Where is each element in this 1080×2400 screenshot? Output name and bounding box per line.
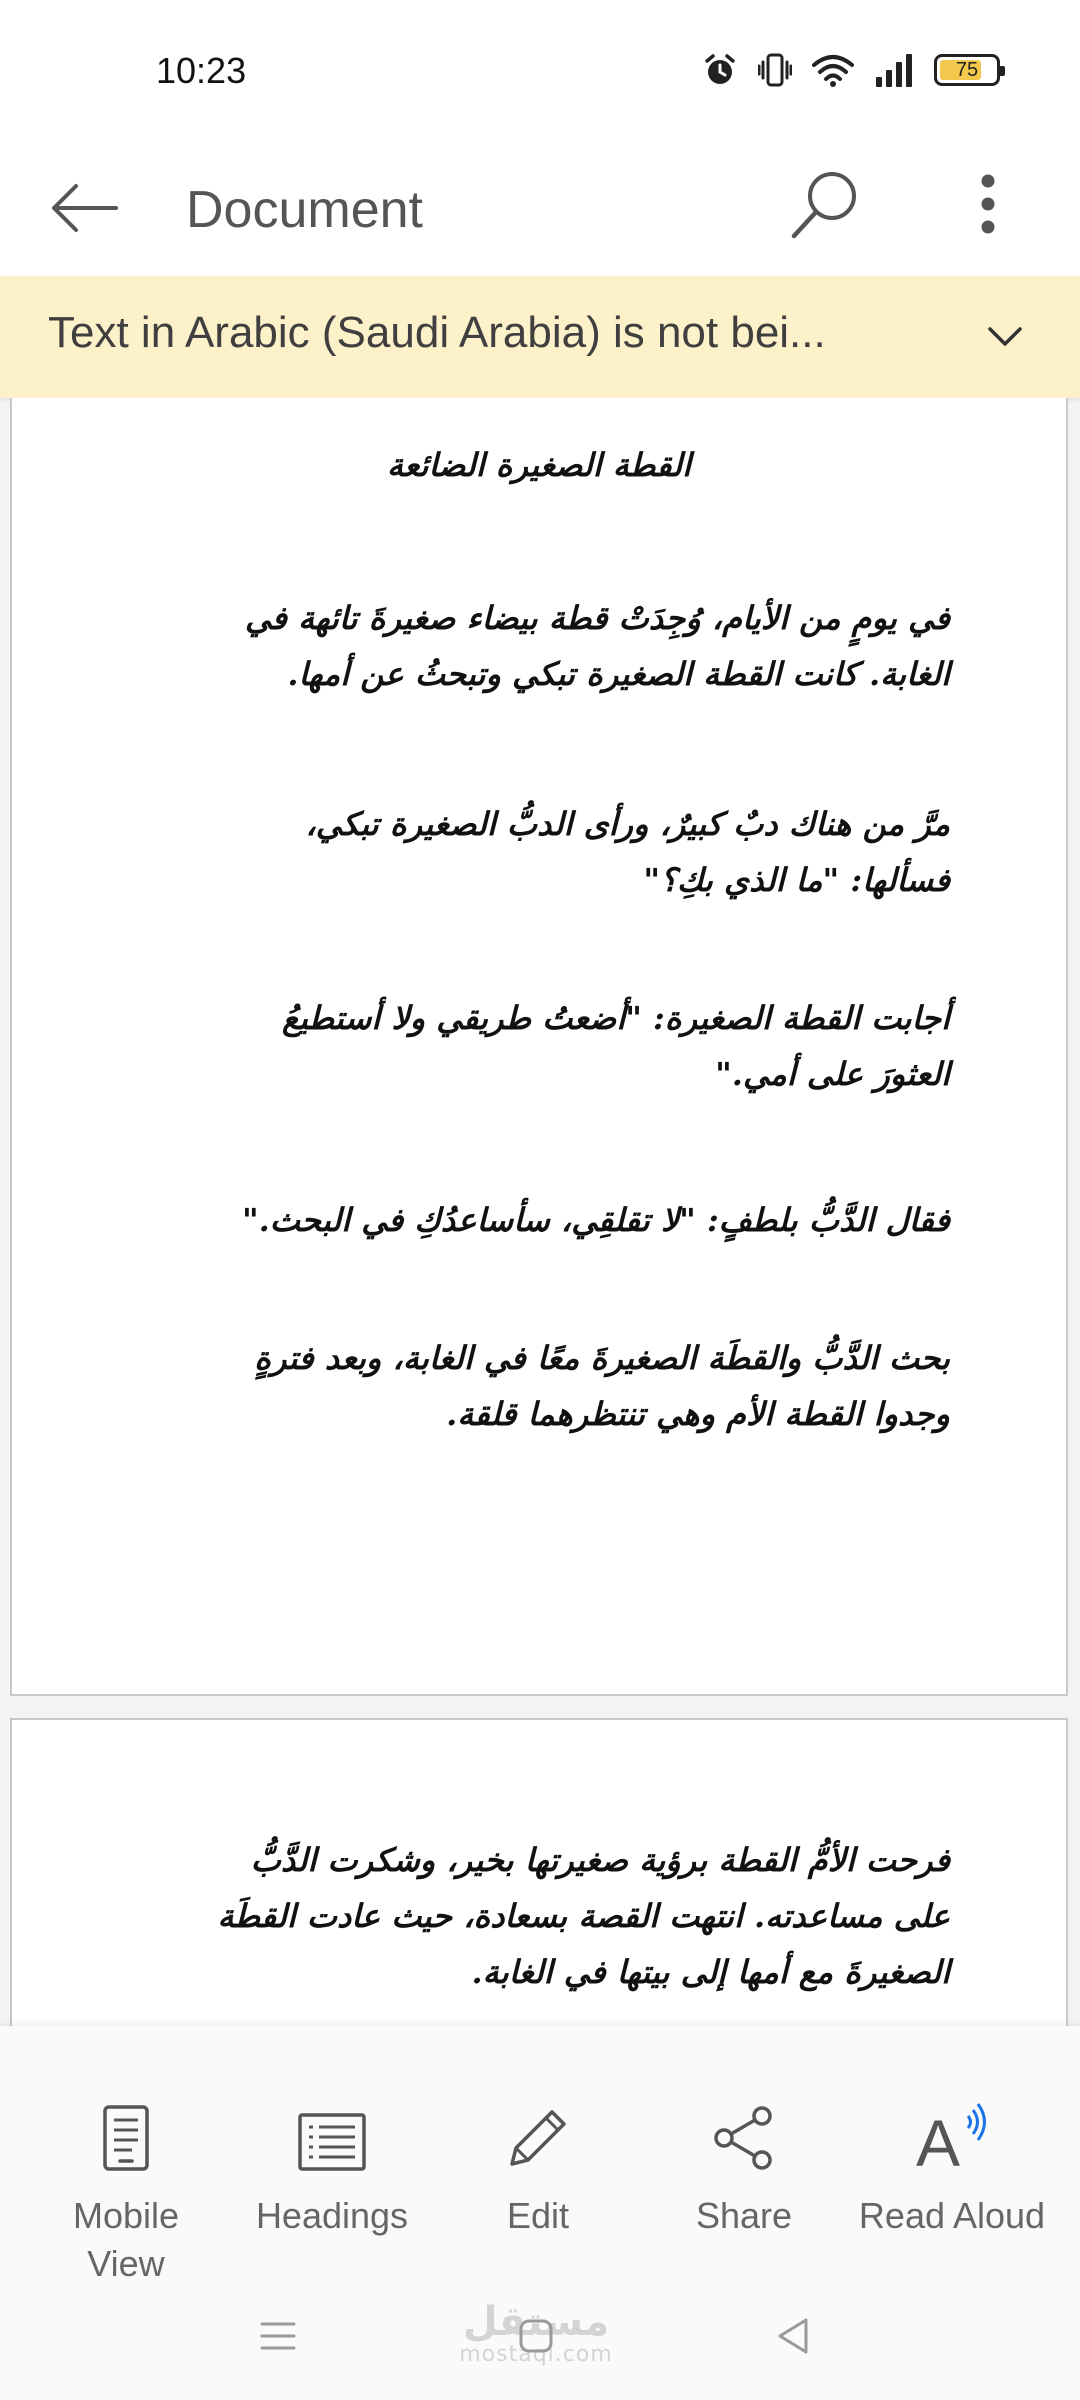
share-button[interactable] — [644, 2082, 844, 2240]
system-nav-bar — [0, 2280, 1080, 2400]
chevron-down-icon — [987, 326, 1023, 348]
mobile-view-icon — [102, 2104, 150, 2172]
headings-label: Headings — [255, 2195, 409, 2236]
read-aloud-button[interactable] — [852, 2082, 1052, 2240]
svg-text:A: A — [916, 2106, 961, 2172]
more-options-button[interactable] — [960, 154, 1016, 254]
status-icons — [702, 48, 1000, 92]
menu-icon — [258, 2318, 298, 2354]
paragraph-line: أجابت القطة الصغيرة: "أضعتُ طريقي ولا أستطيعُ — [281, 999, 950, 1037]
paragraph-line: فسألها: "ما الذي بكِ؟" — [643, 861, 950, 899]
share-label: Share — [695, 2195, 793, 2236]
paragraph-2 — [305, 796, 950, 908]
banner-text: Text in Arabic (Saudi Arabia) is not bei... — [48, 308, 826, 357]
alarm-icon — [702, 52, 738, 88]
edit-label: Edit — [506, 2195, 570, 2236]
banner-expand-button[interactable] — [980, 312, 1030, 362]
paragraph-line: فرحت الأمُّ القطة برؤية صغيرتها بخير، وشكرت الدَّبُّ — [250, 1841, 950, 1879]
more-vert-icon — [978, 173, 998, 235]
headings-icon — [297, 2112, 367, 2172]
mobile-view-label-2: View — [87, 2243, 165, 2284]
edit-pencil-icon — [504, 2104, 572, 2172]
paragraph-1 — [245, 590, 950, 702]
wifi-icon — [812, 53, 854, 87]
paragraph-line: بحث الدَّبُّ والقطَة الصغيرةَ معًا في الغابة، وبعد فترةٍ — [254, 1339, 950, 1377]
paragraph-line: في يومٍ من الأيام، وُجِدَتْ قطة بيضاء صغيرةَ تائهة في — [244, 599, 950, 637]
status-time: 10:23 — [156, 50, 247, 91]
paragraph-4 — [242, 1192, 950, 1248]
paragraph-line: الغابة. كانت القطة الصغيرة تبكي وتبحثُ عن أمها. — [287, 655, 950, 693]
paragraph-line: وجدوا القطة الأم وهي تنتظرهما قلقة. — [446, 1395, 950, 1433]
document-page-2[interactable] — [10, 1718, 1068, 2038]
document-page-1[interactable] — [10, 398, 1068, 1696]
watermark-arabic: مستقل — [462, 2299, 610, 2345]
battery-percent: 75 — [955, 59, 979, 81]
paragraph-line: فقال الدَّبُّ بلطفٍ: "لا تقلقِي، سأساعدُكِ في البحث." — [241, 1201, 950, 1239]
paragraph-5 — [254, 1330, 950, 1442]
mobile-view-button[interactable] — [26, 2082, 226, 2288]
paragraph-line: مرَّ من هناك دبٌ كبيرٌ، ورأى الدبُّ الصغيرة تبكي، — [305, 805, 950, 843]
read-aloud-icon — [914, 2100, 990, 2172]
signal-icon — [874, 53, 914, 87]
vibrate-icon — [758, 52, 792, 88]
home-icon — [517, 2317, 555, 2355]
watermark-url: mostaql.com — [459, 2342, 613, 2367]
read-aloud-label: Read Aloud — [858, 2195, 1046, 2236]
paragraph-line: الصغيرةَ مع أمها إلى بيتها في الغابة. — [471, 1953, 950, 1991]
app-bar — [0, 140, 1080, 276]
search-icon — [788, 166, 864, 242]
battery-tip — [1000, 66, 1005, 76]
page-title: Document — [186, 181, 423, 239]
search-button[interactable] — [776, 154, 876, 254]
mobile-view-label: Mobile — [72, 2195, 180, 2236]
headings-button[interactable] — [232, 2082, 432, 2240]
edit-button[interactable] — [438, 2082, 638, 2240]
paragraph-6 — [217, 1832, 950, 2000]
paragraph-line: على مساعدته. انتهت القصة بسعادة، حيث عادت القطَة — [217, 1897, 950, 1935]
status-bar — [0, 0, 1080, 140]
nav-home-button[interactable] — [506, 2306, 566, 2366]
battery-icon — [934, 54, 1000, 86]
document-title: القطة الصغيرة الضائعة — [386, 446, 692, 484]
paragraph-3 — [282, 990, 950, 1102]
nav-menu-button[interactable] — [248, 2306, 308, 2366]
back-triangle-icon — [774, 2316, 814, 2356]
language-banner[interactable] — [0, 276, 1080, 398]
back-button[interactable] — [44, 176, 124, 240]
share-icon — [710, 2104, 778, 2172]
back-arrow-icon — [48, 180, 120, 236]
paragraph-line: العثورَ على أمي." — [715, 1055, 950, 1093]
nav-back-button[interactable] — [764, 2306, 824, 2366]
